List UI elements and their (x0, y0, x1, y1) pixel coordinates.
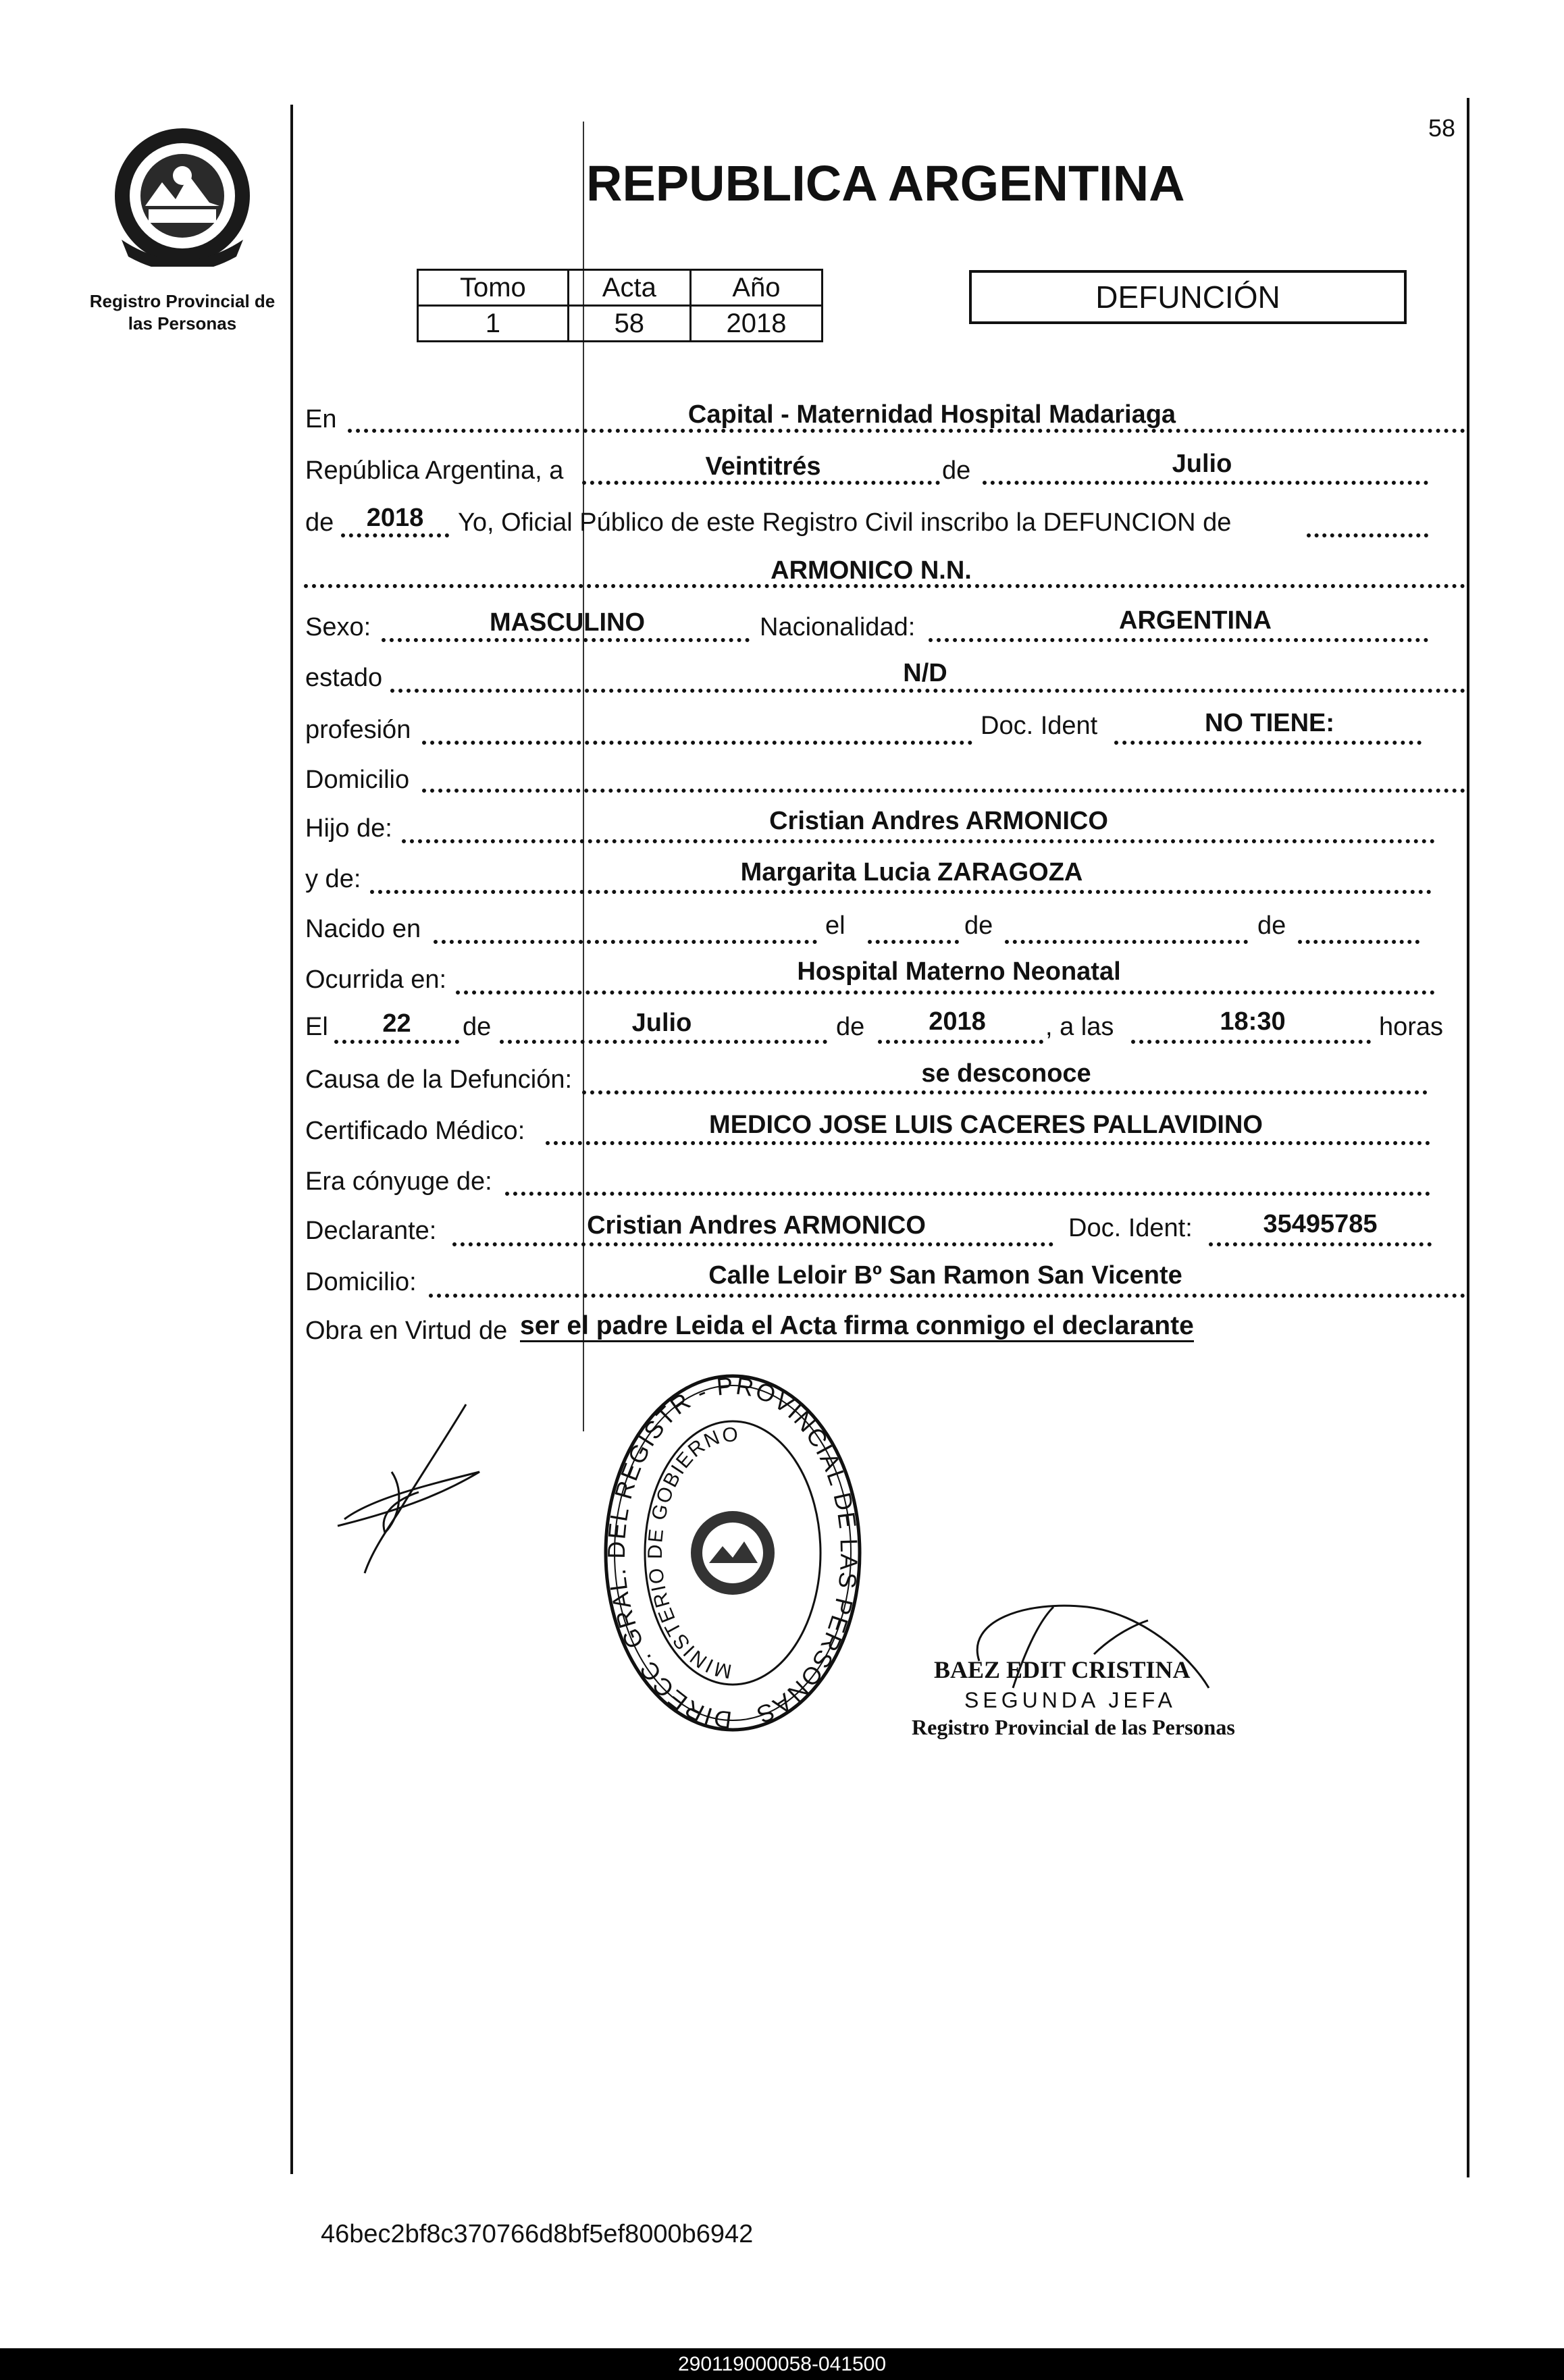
domicilio2-value: Calle Leloir Bº San Ramon San Vicente (708, 1261, 1182, 1290)
conyuge-dots (505, 1192, 1430, 1196)
nacido-label: Nacido en (305, 915, 421, 943)
ocurrida-value: Hospital Materno Neonatal (797, 957, 1121, 986)
birth-day-dots (868, 940, 959, 944)
record-table-header-row (418, 270, 823, 306)
declarante-value: Cristian Andres ARMONICO (587, 1211, 926, 1240)
month-dots (983, 481, 1428, 485)
ocurrida-dots (456, 990, 1435, 995)
doc-ident-value: NO TIENE: (1204, 709, 1335, 737)
declarante-doc-value: 35495785 (1263, 1210, 1378, 1238)
sexo-dots (382, 638, 750, 642)
death-year-dots (878, 1040, 1043, 1044)
el2-label: El (305, 1013, 328, 1041)
ocurrida-label: Ocurrida en: (305, 966, 447, 994)
en-value: Capital - Maternidad Hospital Madariaga (687, 400, 1176, 429)
footer-code-bar (0, 2348, 1564, 2380)
domicilio2-dots (429, 1294, 1465, 1298)
declarante-doc-label: Doc. Ident: (1068, 1214, 1193, 1242)
yde-dots (370, 890, 1432, 894)
estado-dots (390, 689, 1465, 693)
death-time-dots (1131, 1040, 1371, 1044)
profesion-label: profesión (305, 716, 411, 744)
record-table (417, 269, 823, 342)
alas-label: , a las (1045, 1013, 1114, 1041)
right-margin-line (1467, 98, 1469, 2177)
yo-oficial-text: Yo, Oficial Público de este Registro Civil inscribo la DEFUNCION de (458, 508, 1232, 537)
page-number: 58 (1428, 114, 1456, 142)
stamp-inner-text: MINISTERIO DE GOBIERNO (644, 1423, 740, 1683)
provincial-seal-logo (108, 125, 257, 267)
death-day-dots (334, 1040, 459, 1044)
registry-name (81, 290, 284, 334)
el-label: el (825, 911, 845, 940)
declarante-doc-dots (1209, 1242, 1432, 1246)
republica-label: República Argentina, a (305, 456, 564, 485)
declarante-label: Declarante: (305, 1217, 437, 1245)
table-value-tomo: 1 (418, 306, 569, 342)
doc-type-label: DEFUNCIÓN (1095, 280, 1280, 315)
death-month-dots (500, 1040, 827, 1044)
left-margin-line (290, 105, 293, 2174)
en-dots (348, 429, 1465, 433)
day-words-value: Veintitrés (705, 452, 821, 481)
official-office: Registro Provincial de las Personas (912, 1715, 1235, 1739)
table-value-acta: 58 (568, 306, 690, 342)
de-label-5: de (463, 1013, 492, 1041)
death-day-value: 22 (382, 1009, 411, 1038)
birth-month-dots (1005, 940, 1248, 944)
conyuge-label: Era cónyuge de: (305, 1167, 492, 1196)
certificado-dots (546, 1141, 1430, 1145)
certificado-value: MEDICO JOSE LUIS CACERES PALLAVIDINO (709, 1111, 1263, 1139)
year-dots (341, 533, 449, 537)
causa-value: se desconoce (921, 1059, 1091, 1088)
yde-value: Margarita Lucia ZARAGOZA (740, 858, 1083, 887)
profesion-dots (422, 741, 972, 745)
stamp-outer-text: DIRECC. GRAL. DEL REGISTR - PROVINCIAL DE LAS PERSONAS (602, 1374, 864, 1735)
causa-dots (582, 1090, 1428, 1094)
obra-value: ser el padre Leida el Acta firma conmigo el declarante (520, 1313, 1194, 1342)
table-value-anio: 2018 (690, 306, 822, 342)
doc-type-box (969, 270, 1407, 324)
obra-label: Obra en Virtud de (305, 1317, 508, 1345)
death-time-value: 18:30 (1220, 1007, 1286, 1036)
page-title: REPUBLICA ARGENTINA (586, 155, 1185, 211)
year-value: 2018 (366, 504, 424, 532)
de-label-6: de (836, 1013, 865, 1041)
table-header-tomo: Tomo (418, 270, 569, 306)
day-words-dots (582, 481, 940, 485)
declarant-signature (324, 1398, 500, 1580)
sexo-label: Sexo: (305, 613, 371, 641)
nacionalidad-dots (929, 638, 1428, 642)
birth-year-dots (1298, 940, 1419, 944)
domicilio-dots (422, 789, 1465, 793)
official-signature (925, 1580, 1236, 1701)
en-label: En (305, 405, 337, 433)
de-label-2: de (305, 508, 334, 537)
table-header-anio: Año (690, 270, 822, 306)
official-stamp (601, 1374, 864, 1739)
declarante-dots (452, 1242, 1053, 1246)
nacionalidad-label: Nacionalidad: (760, 613, 916, 641)
doc-ident-dots (1114, 741, 1422, 745)
death-month-value: Julio (631, 1009, 692, 1037)
registry-name-line1: Registro Provincial de (89, 291, 276, 311)
domicilio-label: Domicilio (305, 766, 410, 794)
causa-label: Causa de la Defunción: (305, 1065, 573, 1094)
yo-oficial-dots (1307, 533, 1428, 537)
document-hash: 46bec2bf8c370766d8bf5ef8000b6942 (321, 2220, 754, 2248)
deceased-name-value: ARMONICO N.N. (771, 556, 972, 585)
doc-ident-label: Doc. Ident (981, 712, 1098, 740)
nacionalidad-value: ARGENTINA (1119, 606, 1272, 635)
de-label-4: de (1257, 911, 1286, 940)
estado-value: N/D (903, 659, 947, 687)
month-value: Julio (1172, 450, 1232, 478)
nacido-dots (434, 940, 817, 944)
death-year-value: 2018 (929, 1007, 986, 1036)
horas-label: horas (1379, 1013, 1444, 1041)
official-title: SEGUNDA JEFA (964, 1688, 1176, 1712)
table-header-acta: Acta (568, 270, 690, 306)
hijo-label: Hijo de: (305, 814, 392, 843)
footer-code: 290119000058-041500 (677, 2353, 887, 2375)
de-label-1: de (942, 456, 971, 485)
sexo-value: MASCULINO (489, 608, 646, 637)
hijo-value: Cristian Andres ARMONICO (769, 807, 1108, 835)
de-label-3: de (964, 911, 993, 940)
estado-label: estado (305, 664, 383, 692)
registry-name-line2: las Personas (128, 313, 237, 334)
record-table-value-row (418, 306, 823, 342)
hijo-dots (402, 839, 1435, 843)
official-name: BAEZ EDIT CRISTINA (934, 1656, 1191, 1683)
certificado-label: Certificado Médico: (305, 1117, 525, 1145)
domicilio2-label: Domicilio: (305, 1268, 417, 1296)
yde-label: y de: (305, 865, 361, 893)
